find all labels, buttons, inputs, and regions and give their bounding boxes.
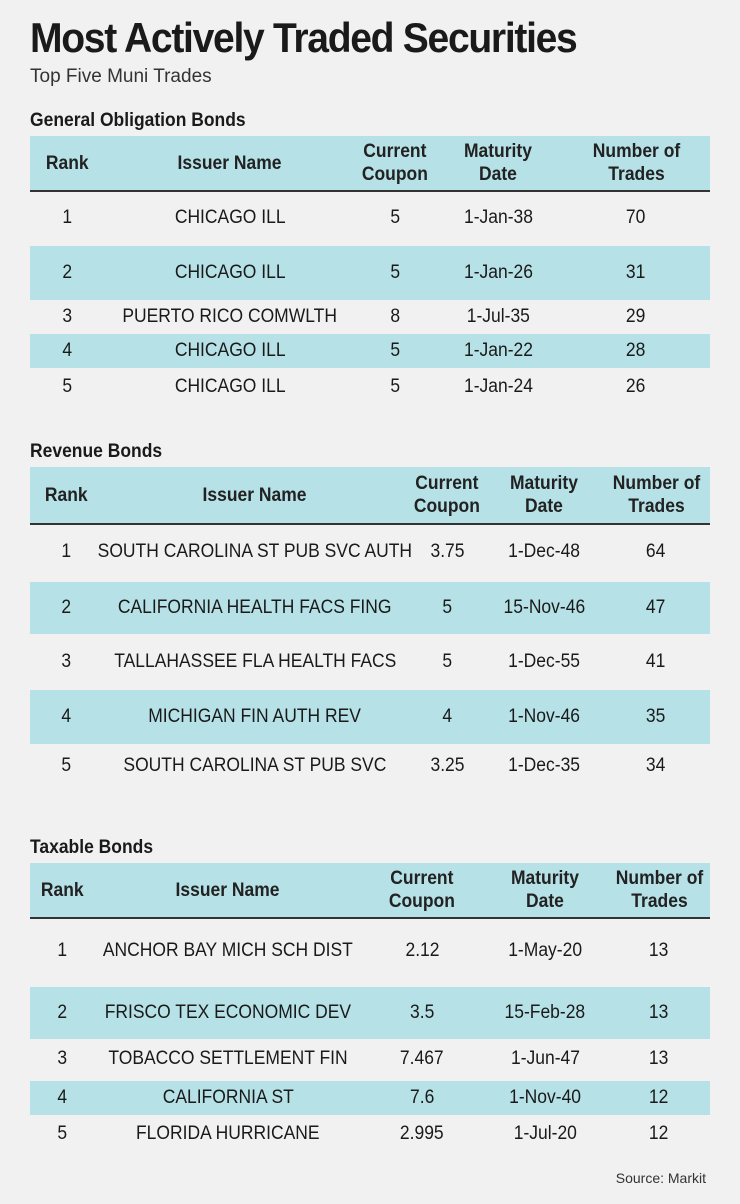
cell-maturity: [486, 525, 602, 579]
cell-coupon: [356, 334, 434, 368]
cell-rank-value: 1: [57, 940, 67, 961]
cell-trades-value: 70: [626, 207, 646, 228]
cell-trades-value: 34: [646, 755, 666, 776]
cell-trades: [562, 334, 710, 368]
cell-trades-value: 13: [649, 940, 669, 961]
cell-rank-value: 5: [61, 755, 71, 776]
cell-trades: [608, 1081, 710, 1115]
header-label: Number of: [612, 473, 700, 494]
section-title: Revenue Bonds: [30, 441, 163, 462]
cell-trades: [602, 525, 710, 579]
cell-issuer-value: FRISCO TEX ECONOMIC DEV: [104, 1002, 352, 1023]
cell-coupon-value: 3.75: [429, 541, 465, 562]
header-number-of-trades: [562, 136, 710, 190]
cell-trades: [562, 302, 710, 332]
cell-maturity-value: 1-Dec-48: [508, 541, 580, 562]
table-row: [30, 582, 710, 634]
header-label: Maturity: [511, 868, 579, 889]
cell-coupon-value: 5: [442, 651, 452, 672]
table-row: [30, 370, 710, 404]
cell-trades-value: 13: [649, 1002, 669, 1023]
cell-coupon-value: 5: [442, 597, 452, 618]
cell-rank-value: 5: [62, 376, 72, 397]
header-label: Maturity: [464, 141, 532, 162]
cell-trades-value: 47: [646, 597, 666, 618]
cell-issuer-value: TOBACCO SETTLEMENT FIN: [108, 1048, 348, 1069]
cell-maturity-value: 1-Jul-35: [466, 306, 530, 327]
cell-maturity: [482, 1081, 608, 1115]
cell-coupon: [362, 1041, 482, 1077]
cell-issuer-value: SOUTH CAROLINA ST PUB SVC: [123, 755, 387, 776]
cell-rank: [30, 746, 102, 786]
cell-maturity-value: 1-Jan-38: [463, 207, 533, 228]
cell-issuer-value: MICHIGAN FIN AUTH REV: [148, 706, 362, 727]
cell-coupon-value: 7.6: [409, 1087, 435, 1108]
cell-issuer: [104, 302, 356, 332]
header-current-coupon: [356, 136, 434, 190]
cell-maturity: [434, 246, 562, 300]
table-row: [30, 302, 710, 332]
cell-maturity: [482, 987, 608, 1039]
cell-maturity-value: 1-Jan-22: [463, 340, 533, 361]
table-header: [30, 467, 710, 525]
cell-coupon-value: 3.25: [429, 755, 465, 776]
cell-issuer-value: CHICAGO ILL: [174, 262, 286, 283]
cell-trades-value: 31: [626, 262, 646, 283]
cell-coupon-value: 8: [390, 306, 400, 327]
cell-issuer-value: SOUTH CAROLINA ST PUB SVC AUTH: [97, 541, 413, 562]
header-label: Date: [479, 164, 517, 185]
table-row: [30, 1041, 710, 1077]
cell-issuer: [94, 1041, 362, 1077]
header-label: Rank: [40, 879, 84, 901]
header-rank: [30, 136, 104, 190]
cell-trades: [602, 746, 710, 786]
cell-coupon-value: 5: [390, 376, 400, 397]
cell-coupon-value: 5: [390, 207, 400, 228]
header-label: Maturity: [510, 473, 578, 494]
cell-issuer-value: CHICAGO ILL: [174, 207, 286, 228]
cell-rank: [30, 987, 94, 1039]
table-row: [30, 919, 710, 983]
cell-rank: [30, 919, 94, 983]
cell-issuer-value: CHICAGO ILL: [174, 340, 286, 361]
cell-rank-value: 1: [61, 541, 71, 562]
source-note: Source: Markit: [615, 1170, 706, 1186]
cell-maturity: [486, 636, 602, 688]
cell-issuer-value: PUERTO RICO COMWLTH: [122, 306, 338, 327]
cell-coupon: [362, 919, 482, 983]
cell-maturity: [434, 334, 562, 368]
cell-maturity-value: 1-Dec-35: [508, 755, 580, 776]
table-row: [30, 246, 710, 300]
cell-issuer: [94, 919, 362, 983]
cell-issuer: [102, 746, 408, 786]
header-issuer-name: [104, 136, 356, 190]
cell-rank: [30, 636, 102, 688]
cell-trades-value: 13: [649, 1048, 669, 1069]
cell-issuer: [94, 987, 362, 1039]
cell-trades: [562, 370, 710, 404]
cell-coupon-value: 3.5: [409, 1002, 435, 1023]
section-title: Taxable Bonds: [30, 837, 154, 858]
cell-rank-value: 5: [57, 1123, 67, 1144]
header-number-of-trades: [608, 863, 710, 917]
cell-rank: [30, 1041, 94, 1077]
table-row: [30, 1117, 710, 1151]
cell-trades-value: 29: [626, 306, 646, 327]
cell-maturity-value: 1-Nov-40: [509, 1087, 581, 1108]
cell-maturity-value: 1-Jun-47: [510, 1048, 580, 1069]
header-label: Date: [526, 891, 564, 912]
header-issuer-name: [94, 863, 362, 917]
cell-coupon-value: 5: [390, 262, 400, 283]
cell-issuer-value: CHICAGO ILL: [174, 376, 286, 397]
cell-trades-value: 12: [649, 1087, 669, 1108]
section-title: General Obligation Bonds: [30, 110, 246, 131]
cell-maturity: [486, 690, 602, 744]
table-row: [30, 746, 710, 786]
table-row: [30, 334, 710, 368]
cell-trades-value: 64: [646, 541, 666, 562]
cell-maturity: [482, 1117, 608, 1151]
header-issuer-name: [102, 467, 408, 523]
table-row: [30, 987, 710, 1039]
header-label: Trades: [627, 496, 685, 517]
cell-issuer: [104, 334, 356, 368]
cell-trades-value: 26: [626, 376, 646, 397]
cell-issuer: [104, 370, 356, 404]
header-current-coupon: [408, 467, 486, 523]
page-title: Most Actively Traded Securities: [30, 14, 577, 61]
cell-trades-value: 41: [646, 651, 666, 672]
header-current-coupon: [362, 863, 482, 917]
header-number-of-trades: [602, 467, 710, 523]
table-row: [30, 690, 710, 744]
cell-issuer: [94, 1081, 362, 1115]
cell-maturity-value: 1-May-20: [508, 940, 582, 961]
cell-rank-value: 4: [57, 1087, 67, 1108]
cell-maturity-value: 1-Jul-20: [513, 1123, 577, 1144]
cell-coupon: [408, 582, 486, 634]
cell-issuer: [102, 690, 408, 744]
header-maturity-date: [486, 467, 602, 523]
cell-rank: [30, 302, 104, 332]
cell-rank: [30, 246, 104, 300]
cell-issuer: [102, 636, 408, 688]
cell-coupon: [356, 246, 434, 300]
cell-maturity-value: 1-Jan-24: [463, 376, 533, 397]
table-row: [30, 525, 710, 579]
header-label: Current: [363, 141, 427, 162]
cell-maturity: [486, 582, 602, 634]
cell-issuer-value: CALIFORNIA ST: [162, 1087, 294, 1108]
header-maturity-date: [434, 136, 562, 190]
cell-trades: [608, 919, 710, 983]
cell-rank: [30, 690, 102, 744]
cell-maturity: [482, 1041, 608, 1077]
cell-coupon: [356, 370, 434, 404]
cell-coupon: [408, 746, 486, 786]
cell-coupon-value: 7.467: [400, 1048, 444, 1069]
cell-issuer: [104, 192, 356, 244]
cell-coupon-value: 2.12: [404, 940, 440, 961]
cell-issuer: [97, 525, 413, 579]
cell-rank-value: 3: [62, 306, 72, 327]
cell-rank-value: 2: [57, 1002, 67, 1023]
cell-rank-value: 2: [61, 597, 71, 618]
header-label: Current: [390, 868, 454, 889]
cell-trades: [608, 1117, 710, 1151]
header-label: Issuer Name: [176, 879, 280, 901]
cell-rank: [30, 334, 104, 368]
header-rank: [30, 863, 94, 917]
header-label: Number of: [592, 141, 680, 162]
header-label: Issuer Name: [203, 484, 307, 506]
cell-rank: [30, 1117, 94, 1151]
table-header: [30, 863, 710, 919]
cell-rank-value: 1: [62, 207, 72, 228]
cell-trades-value: 12: [649, 1123, 669, 1144]
cell-maturity-value: 1-Dec-55: [508, 651, 580, 672]
table-row: [30, 636, 710, 688]
cell-trades: [602, 636, 710, 688]
cell-maturity: [486, 746, 602, 786]
cell-trades: [602, 690, 710, 744]
cell-rank: [30, 582, 102, 634]
cell-trades: [602, 582, 710, 634]
cell-coupon: [408, 690, 486, 744]
cell-issuer-value: ANCHOR BAY MICH SCH DIST: [103, 940, 353, 961]
cell-issuer-value: FLORIDA HURRICANE: [136, 1123, 320, 1144]
cell-trades-value: 28: [626, 340, 646, 361]
header-label: Coupon: [388, 891, 456, 912]
cell-coupon-value: 5: [390, 340, 400, 361]
header-label: Number of: [615, 868, 703, 889]
cell-coupon: [408, 636, 486, 688]
cell-coupon: [356, 302, 434, 332]
header-rank: [30, 467, 102, 523]
cell-coupon-value: 4: [442, 706, 452, 727]
cell-rank: [30, 192, 104, 244]
cell-issuer-value: CALIFORNIA HEALTH FACS FING: [118, 597, 392, 618]
cell-maturity: [434, 302, 562, 332]
header-label: Trades: [607, 164, 665, 185]
cell-rank: [30, 525, 102, 579]
header-label: Coupon: [361, 164, 429, 185]
cell-coupon-value: 2.995: [400, 1123, 444, 1144]
cell-trades: [608, 1041, 710, 1077]
cell-maturity-value: 1-Nov-46: [508, 706, 580, 727]
cell-trades: [608, 987, 710, 1039]
page-subtitle: Top Five Muni Trades: [30, 66, 212, 87]
cell-coupon: [356, 192, 434, 244]
cell-rank: [30, 370, 104, 404]
table-row: [30, 1081, 710, 1115]
cell-maturity: [482, 919, 608, 983]
cell-maturity: [434, 192, 562, 244]
cell-maturity: [434, 370, 562, 404]
header-label: Date: [525, 496, 563, 517]
cell-coupon: [362, 987, 482, 1039]
header-label: Coupon: [413, 496, 481, 517]
cell-issuer-value: TALLAHASSEE FLA HEALTH FACS: [113, 651, 397, 672]
table-header: [30, 136, 710, 192]
cell-maturity-value: 1-Jan-26: [463, 262, 533, 283]
cell-rank-value: 3: [57, 1048, 67, 1069]
header-label: Trades: [630, 891, 688, 912]
cell-coupon: [362, 1081, 482, 1115]
cell-coupon: [362, 1117, 482, 1151]
cell-coupon: [408, 525, 486, 579]
cell-rank: [30, 1081, 94, 1115]
cell-maturity-value: 15-Feb-28: [504, 1002, 586, 1023]
cell-trades-value: 35: [646, 706, 666, 727]
header-label: Rank: [45, 152, 89, 174]
header-label: Rank: [44, 484, 88, 506]
cell-rank-value: 3: [61, 651, 71, 672]
cell-issuer: [102, 582, 408, 634]
cell-issuer: [104, 246, 356, 300]
cell-maturity-value: 15-Nov-46: [503, 597, 585, 618]
cell-rank-value: 4: [61, 706, 71, 727]
header-maturity-date: [482, 863, 608, 917]
cell-rank-value: 2: [62, 262, 72, 283]
header-label: Issuer Name: [178, 152, 282, 174]
cell-trades: [562, 246, 710, 300]
header-label: Current: [415, 473, 479, 494]
table-row: [30, 192, 710, 244]
cell-rank-value: 4: [62, 340, 72, 361]
cell-issuer: [94, 1117, 362, 1151]
cell-trades: [562, 192, 710, 244]
